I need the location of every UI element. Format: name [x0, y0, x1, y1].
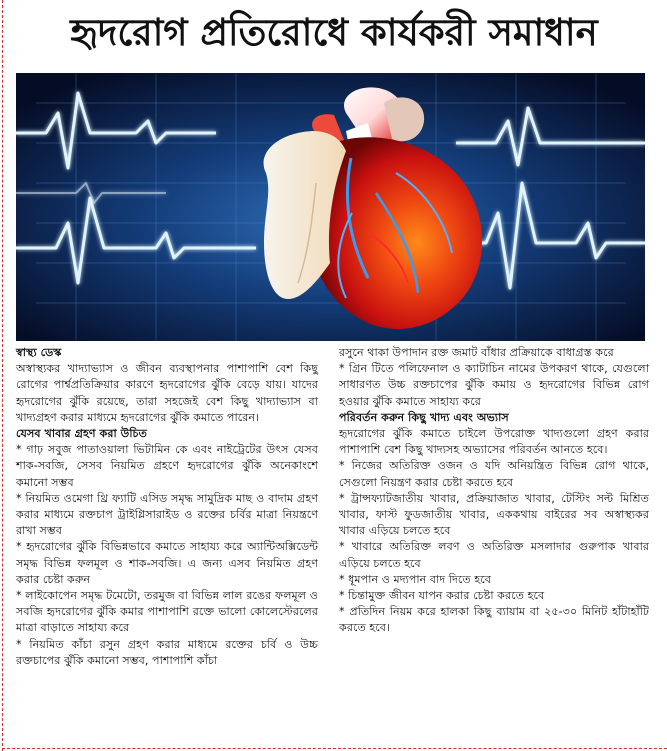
article-paragraph: * হৃদরোগের ঝুঁকি বিভিন্নভাবে কমাতে সাহায্য করে অ্যান্টিঅক্সিডেন্ট সমৃদ্ধ বিভিন্ন ফলমূল ও শাক-সবজি। এ জন্য এসব নিয়মিত গ্রহণ করার চেষ্টা করুন — [16, 540, 318, 586]
article-paragraph: * নিয়মিত কাঁচা রসুন গ্রহণ করার মাধ্যমে রক্তের চর্বি ও উচ্চ রক্তচাপের ঝুঁকি কমানো সম্ভব, পাশাপাশি কাঁচা — [16, 637, 318, 667]
article-paragraph: * নিয়মিত ওমেগা থ্রি ফ্যাটি এসিড সমৃদ্ধ সামুদ্রিক মাছ ও বাদাম গ্রহণ করার মাধ্যমে রক্তচাপ ট্রাইগ্লিসারাইড ও রক্তের চর্বির মাত্রা নিয়ন্ত্রণে রাখা সম্ভব — [16, 491, 318, 538]
clipping-border-left — [2, 0, 3, 751]
article-paragraph: হৃদরোগের ঝুঁকি কমাতে চাইলে উপরোক্ত খাদ্যগুলো গ্রহণ করার পাশাপাশি বেশ কিছু খাদ্যসহ অভ্যাসের পরিবর্তন আনতে হবে। — [339, 427, 649, 457]
article-paragraph: * গাঢ় সবুজ পাতাওয়ালা ভিটামিন কে এবং নাইট্রেটের উৎস যেসব শাক-সবজি, সেসব নিয়মিত গ্রহণে হৃদরোগের ঝুঁকি অনেকাংশে কমানো সম্ভব — [16, 443, 318, 489]
article-paragraph: * নিজের অতিরিক্ত ওজন ও যদি অনিয়ন্ত্রিত বিভিন্ন রোগ থাকে, সেগুলো নিয়ন্ত্রণ করার চেষ্টা করতে হবে — [339, 459, 649, 489]
article-subheading: যেসব খাবার গ্রহণ করা উচিত — [16, 427, 147, 441]
article-subheading: পরিবর্তন করুন কিছু খাদ্য এবং অভ্যাস — [339, 410, 509, 424]
article-paragraph: * প্রতিদিন নিয়ম করে হালকা কিছু ব্যায়াম বা ২৫-৩০ মিনিট হাঁটাহাঁটি করতে হবে। — [339, 605, 649, 635]
article-paragraph: * ধূমপান ও মদ্যপান বাদ দিতে হবে — [339, 572, 491, 586]
article-paragraph: * চিন্তামুক্ত জীবন যাপন করার চেষ্টা করতে হবে — [339, 589, 545, 603]
article-paragraph: * ট্রান্সফ্যাটজাতীয় খাবার, প্রক্রিয়াজাত খাবার, টেস্টিং সল্ট মিশ্রিত খাবার, ফাস্ট ফুডজাতীয় খাবার, এককথায় বাইরের সব অস্বাস্থ্যকর খাবার এড়িয়ে চলতে হবে — [339, 491, 649, 538]
article-paragraph: * গ্রিন টিতে পলিফেনাল ও ক্যাটাচিন নামের উপকরণ থাকে, যেগুলো সাধারণত উচ্চ রক্তচাপের ঝুঁকি কমায় ও হৃদরোগের বিভিন্ন রোগ হওয়ার ঝুঁকি কমাতে সাহায্য করে — [339, 362, 649, 408]
article-column-right — [339, 345, 649, 637]
article-paragraph: * খাবারে অতিরিক্ত লবণ ও অতিরিক্ত মসলাদার গুরুপাক খাবার এড়িয়ে চলতে হবে — [339, 540, 649, 570]
article-paragraph: অস্বাস্থ্যকর খাদ্যাভ্যাস ও জীবন ব্যবস্থাপনার পাশাপাশি বেশ কিছু রোগের পার্শ্বপ্রতিক্রিয়ার কারণে হৃদরোগের ঝুঁকি বেড়ে যায়। যাদের হৃদরোগের ঝুঁকি রয়েছে, তারা সহজেই বেশ কিছু খাদ্যাভ্যাস বা খাদ্যগ্রহণ করার মাধ্যমে হৃদরোগের ঝুঁকি কমাতে পারেন। — [16, 362, 318, 424]
article-column-left — [16, 345, 318, 669]
article-paragraph: * লাইকোপেন সমৃদ্ধ টমেটো, তরমুজ বা বিভিন্ন লাল রঙের ফলমূল ও সবজি হৃদরোগের ঝুঁকি কমার পাশাপাশি রক্তে ভালো কোলেস্টেরলের মাত্রা বাড়াতে সাহায্য করে — [16, 589, 318, 635]
heart-illustration — [16, 73, 645, 341]
article-byline: স্বাস্থ্য ডেস্ক — [16, 346, 62, 359]
article-headline: হৃদরোগ প্রতিরোধে কার্যকরী সমাধান — [70, 10, 598, 54]
article-paragraph: রসুনে থাকা উপাদান রক্ত জমাট বাঁধার প্রক্রিয়াকে বাধাগ্রস্ত করে — [339, 346, 614, 359]
clipping-border-bottom — [2, 748, 667, 749]
